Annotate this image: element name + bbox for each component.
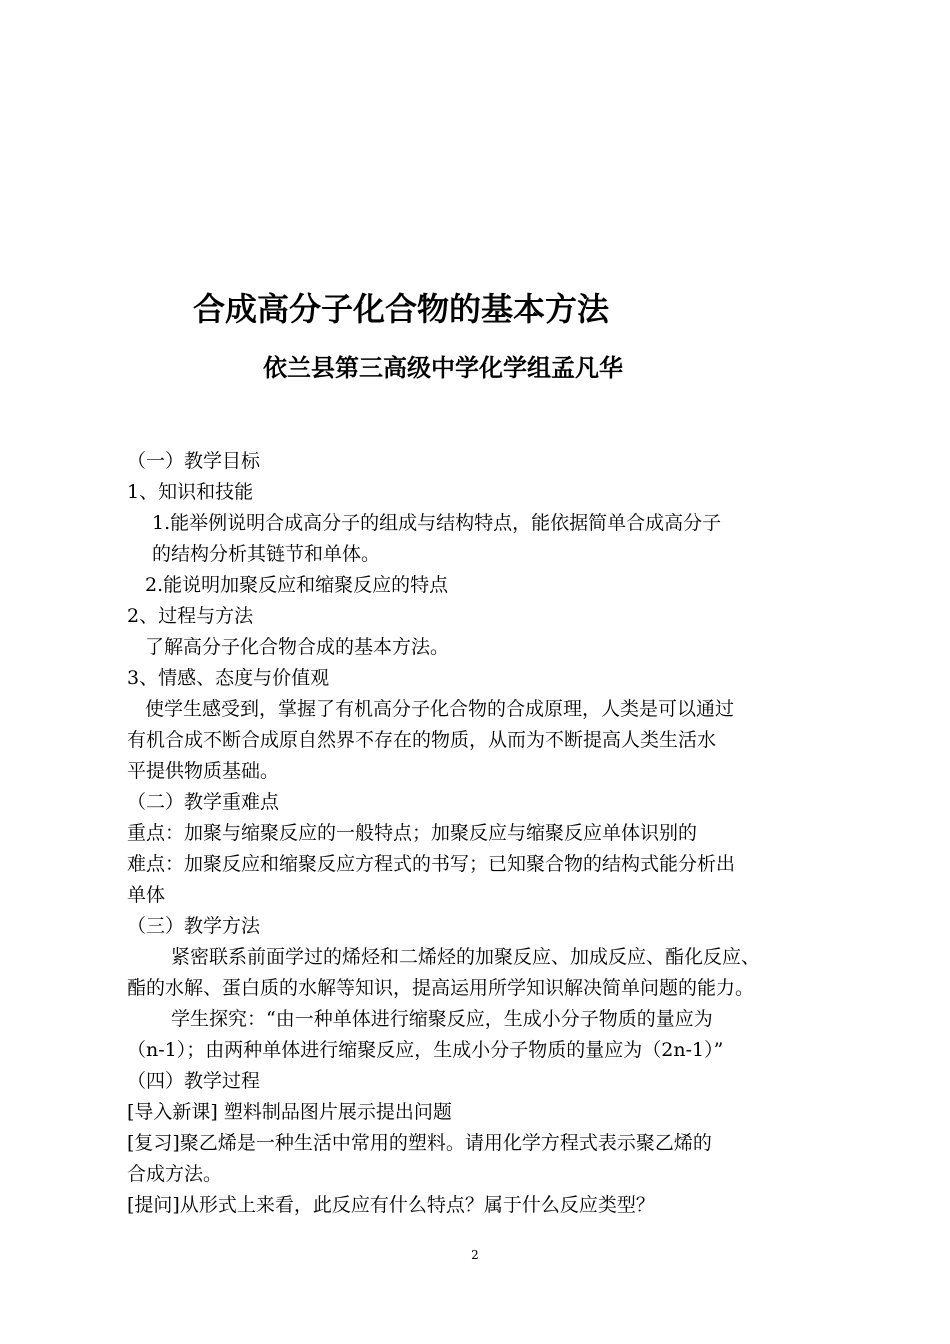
body-line: [复习]聚乙烯是一种生活中常用的塑料。请用化学方程式表示聚乙烯的: [127, 1132, 712, 1154]
section-heading-process: （四）教学过程: [127, 1070, 261, 1092]
section-heading-objectives: （一）教学目标: [127, 450, 261, 472]
body-line: 重点：加聚与缩聚反应的一般特点；加聚反应与缩聚反应单体识别的: [127, 822, 698, 844]
subheading-knowledge-skills: 1、知识和技能: [127, 481, 254, 503]
body-line: [提问]从形式上来看，此反应有什么特点？属于什么反应类型？: [127, 1194, 655, 1216]
body-line: 合成方法。: [127, 1163, 223, 1185]
body-line: 酯的水解、蛋白质的水解等知识，提高运用所学知识解决简单问题的能力。: [127, 977, 755, 999]
body-line: 紧密联系前面学过的烯烃和二烯烃的加聚反应、加成反应、酯化反应、: [171, 946, 761, 968]
subheading-emotion-values: 3、情感、态度与价值观: [127, 667, 330, 689]
section-heading-methods: （三）教学方法: [127, 915, 261, 937]
page-number: 2: [471, 1248, 479, 1262]
body-line: [导入新课] 塑料制品图片展示提出问题: [127, 1101, 452, 1123]
author-line: 依兰县第三高级中学化学组孟凡华: [263, 354, 623, 382]
subheading-process-method: 2、过程与方法: [127, 605, 254, 627]
body-line: 1.能举例说明合成高分子的组成与结构特点，能依据简单合成高分子: [152, 512, 722, 534]
body-line: 使学生感受到，掌握了有机高分子化合物的合成原理，人类是可以通过: [145, 698, 735, 720]
section-heading-key-points: （二）教学重难点: [127, 791, 280, 813]
body-line: （n-1）；由两种单体进行缩聚反应，生成小分子物质的量应为（2n-1）”: [127, 1039, 724, 1061]
body-line: 的结构分析其链节和单体。: [152, 543, 381, 565]
body-line: 平提供物质基础。: [127, 760, 280, 782]
body-line: 2.能说明加聚反应和缩聚反应的特点: [145, 574, 449, 596]
body-line: 了解高分子化合物合成的基本方法。: [145, 636, 450, 658]
body-line: 单体: [127, 884, 166, 906]
document-title: 合成高分子化合物的基本方法: [193, 290, 610, 328]
body-line: 有机合成不断合成原自然界不存在的物质，从而为不断提高人类生活水: [127, 729, 717, 751]
body-line: 学生探究：“由一种单体进行缩聚反应，生成小分子物质的量应为: [171, 1008, 713, 1030]
body-line: 难点：加聚反应和缩聚反应方程式的书写；已知聚合物的结构式能分析出: [127, 853, 736, 875]
